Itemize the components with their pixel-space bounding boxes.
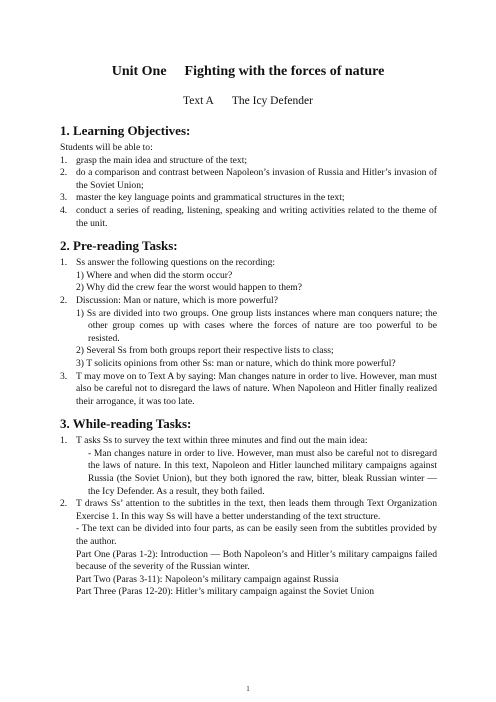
unit-label: Unit One [111,64,167,79]
sub-item: Part Three (Paras 12-20): Hitler’s military campaign against the Soviet Union [76,586,375,598]
section-heading-objectives: 1. Learning Objectives: [60,123,191,138]
sub-item: 2) Several Ss from both groups report their respective lists to class; [76,345,334,357]
section-heading-while-reading: 3. While-reading Tasks: [60,416,192,432]
sub-item: Part One (Paras 1-2): Introduction — Both Napoleon’s and Hitler’s military campaigns failed because of the severity of the Russian winter. [76,548,437,573]
section-heading-pre-reading: 2. Pre-reading Tasks: [60,238,178,254]
sub-item: 3) T solicits opinions from other Ss: man or nature, which do think more powerful? [76,357,396,369]
sub-item: Part Two (Paras 3-11): Napoleon’s military campaign against Russia [76,573,339,585]
page-title [0,64,496,80]
sub-item: - The text can be divided into four parts, as can be easily seen from the subtitles provided by the author. [76,523,437,548]
list-item: 2. T draws Ss’ attention to the subtitles in the text, then leads them through Text Organization Exercise 1. In this way Ss will have a better understanding of the text structure. [60,498,437,522]
list-item: 1. T asks Ss to survey the text within three minutes and find out the main idea: [60,435,368,447]
list-item: 3. master the key language points and grammatical structures in the text; [60,192,345,204]
unit-topic: Fighting with the forces of nature [184,64,385,79]
sub-item: - Man changes nature in order to live. However, man must also be careful not to disregard the laws of nature. In this text, Napoleon and Hitler launched military campaigns against Russia (the Soviet Union), but they both ignored the raw, bitter, bleak Russian winter — the Icy Defender. As a result, they both failed. [88,447,437,497]
text-label: Text A [183,95,214,107]
list-item: 2. Discussion: Man or nature, which is more powerful? [60,294,278,306]
document-body [60,123,437,599]
list-item: 4. conduct a series of reading, listening, speaking and writing activities related to the theme of the unit. [60,204,437,229]
list-item: 1. grasp the main idea and structure of the text; [60,154,248,166]
list-item: 1. Ss answer the following questions on the recording: [60,257,276,269]
sub-item: 2) Why did the crew fear the worst would happen to them? [76,282,303,294]
objectives-intro: Students will be able to: [60,142,153,153]
sub-item: 1) Ss are divided into two groups. One group lists instances where man conquers nature; the other group comes up with cases where the forces of nature are too powerful to be resisted. [76,307,437,344]
sub-item: 1) Where and when did the storm occur? [76,269,233,281]
text-subtitle [0,95,496,107]
list-item: 2. do a comparison and contrast between Napoleon’s invasion of Russia and Hitler’s invasion of the Soviet Union; [60,167,437,191]
list-item: 3. T may move on to Text A by saying: Man changes nature in order to live. However, man must also be careful not to disregard the laws of nature. When Napoleon and Hitler finally realized their arrogance, it was too late. [60,370,437,407]
page-number: 1 [246,685,250,693]
text-name: The Icy Defender [231,95,313,107]
